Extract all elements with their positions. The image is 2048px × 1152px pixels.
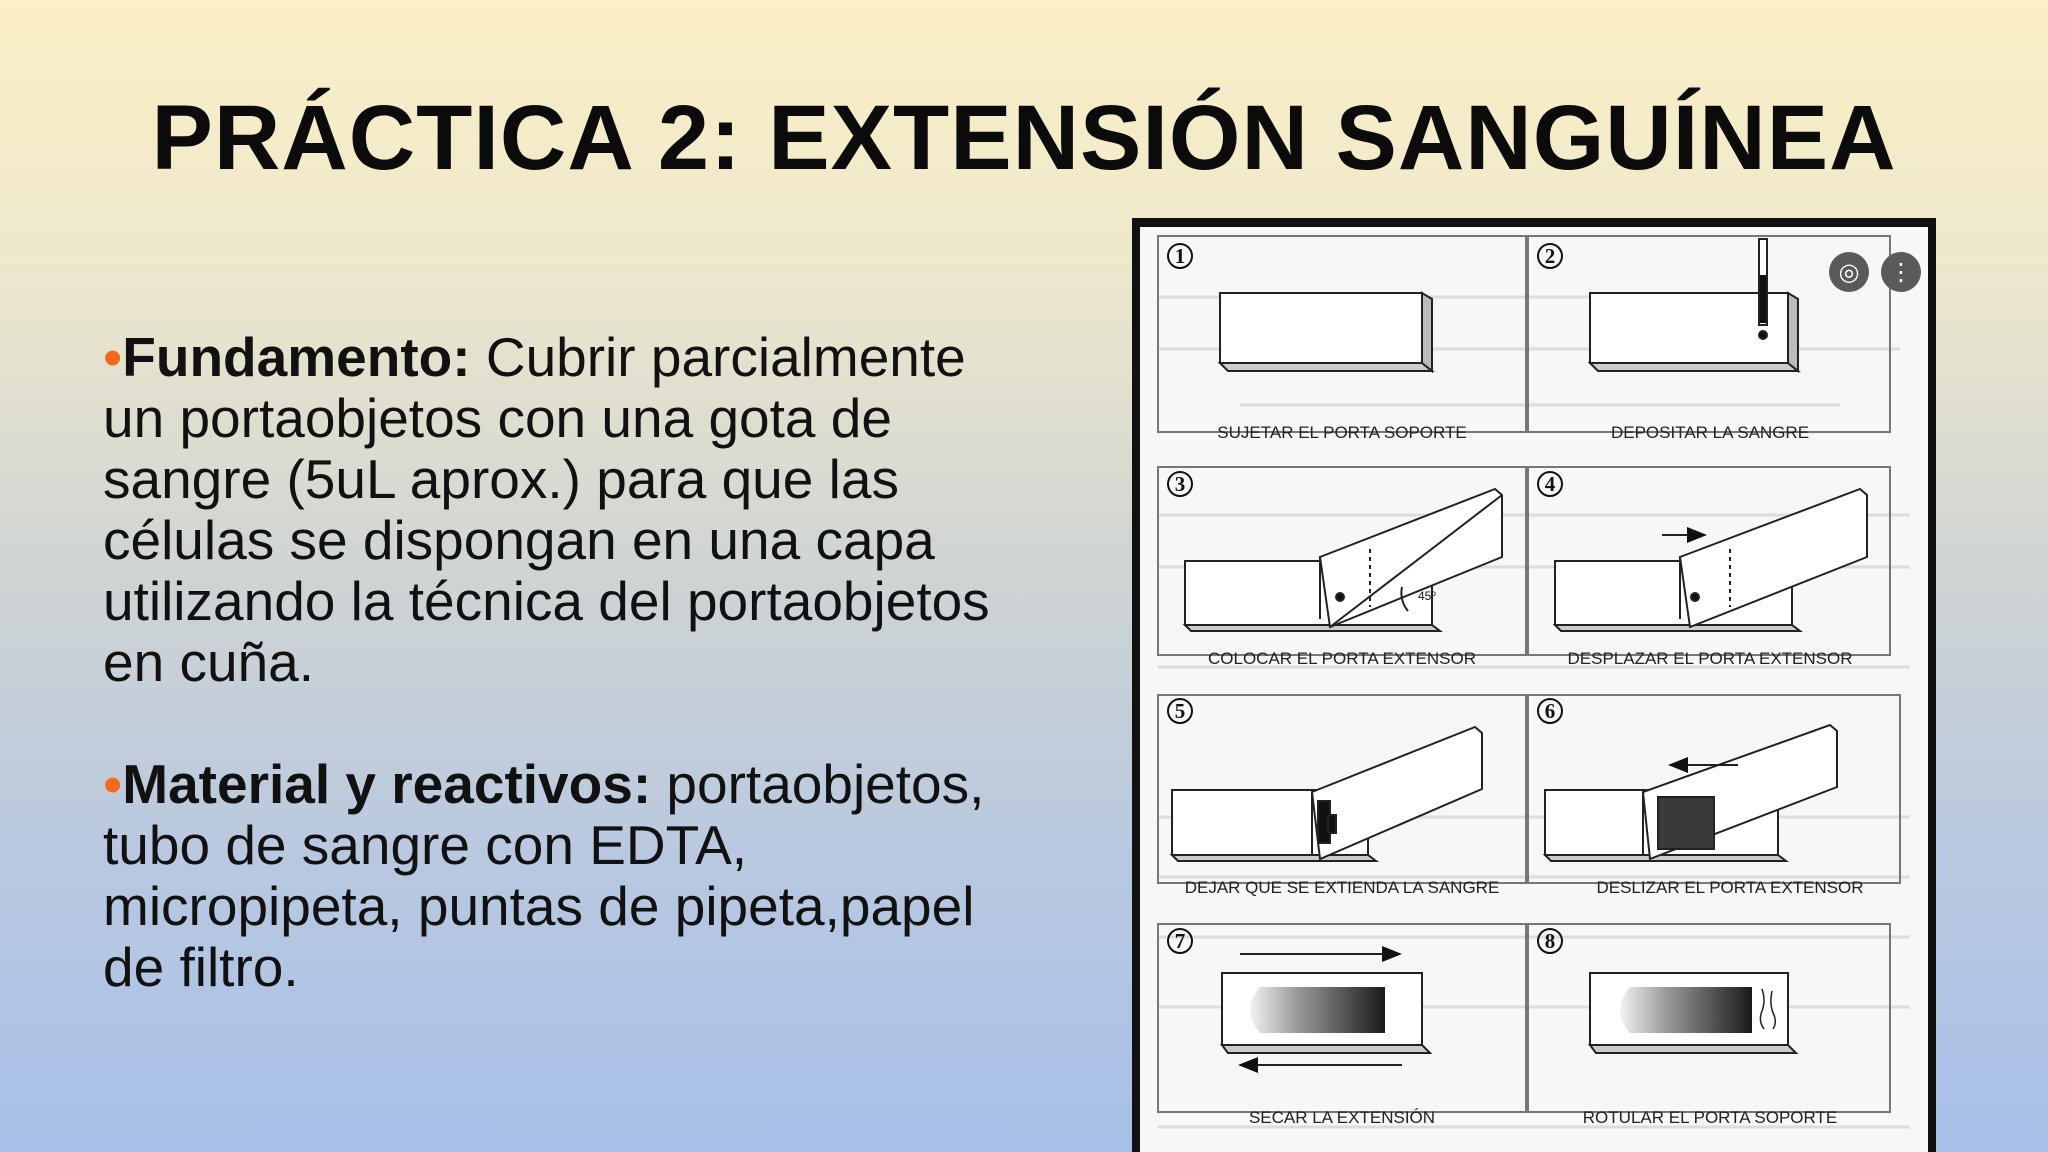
step-caption-3: COLOCAR EL PORTA EXTENSOR — [1208, 649, 1476, 668]
step-number-2: 2 — [1544, 244, 1556, 268]
illustration-step-6 — [1545, 725, 1837, 861]
bullet-fundamento — [103, 327, 1033, 693]
step-number-1: 1 — [1174, 244, 1186, 268]
step-number-7: 7 — [1174, 929, 1186, 953]
step-caption-5: DEJAR QUE SE EXTIENDA LA SANGRE — [1184, 878, 1500, 897]
bullet-material — [103, 754, 1033, 998]
figure-sheet — [1140, 227, 1928, 1152]
illustration-step-5 — [1172, 727, 1482, 861]
procedure-figure — [1132, 218, 1936, 1152]
step-caption-2: DEPOSITAR LA SANGRE — [1610, 423, 1810, 442]
step-number-8: 8 — [1544, 929, 1556, 953]
step-number-3: 3 — [1174, 472, 1186, 496]
step-caption-1: SUJETAR EL PORTA SOPORTE — [1217, 423, 1467, 442]
illustration-step-8 — [1590, 973, 1796, 1053]
bullet-text: Cubrir parcialmente un portaobjetos con una gota de sangre (5uL aprox.) para que las células se dispongan en una capa utilizando la técnica del portaobjetos en cuña. — [103, 326, 990, 693]
lens-icon[interactable]: ◎ — [1829, 252, 1869, 292]
step-caption-4: DESPLAZAR EL PORTA EXTENSOR — [1567, 649, 1853, 668]
bullet-dot: • — [103, 753, 123, 815]
more-vert-icon[interactable]: ⋮ — [1881, 252, 1921, 292]
bullet-heading: Fundamento: — [122, 326, 471, 388]
illustration-step-2 — [1590, 239, 1798, 371]
step-caption-7: SECAR LA EXTENSIÓN — [1248, 1108, 1436, 1127]
illustration-step-1 — [1220, 293, 1432, 371]
step-number-4: 4 — [1544, 472, 1556, 496]
illustration-step-7 — [1222, 954, 1430, 1065]
slide-title: PRÁCTICA 2: EXTENSIÓN SANGUÍNEA — [151, 87, 1897, 189]
step-caption-6: DESLIZAR EL PORTA EXTENSOR — [1596, 878, 1864, 897]
step-number-5: 5 — [1174, 699, 1186, 723]
illustration-step-4 — [1555, 489, 1867, 631]
bullet-heading: Material y reactivos: — [122, 753, 652, 815]
bullet-list — [103, 327, 1033, 998]
step-number-6: 6 — [1544, 699, 1556, 723]
procedure-diagram — [1140, 227, 1928, 1152]
bullet-dot: • — [103, 326, 123, 388]
bullet-text: portaobjetos, tubo de sangre con EDTA, micropipeta, puntas de pipeta,papel de filtro. — [103, 753, 985, 998]
illustration-step-3 — [1185, 489, 1502, 631]
step-caption-8: ROTULAR EL PORTA SOPORTE — [1582, 1108, 1838, 1127]
angle-label: 45º — [1418, 589, 1436, 603]
